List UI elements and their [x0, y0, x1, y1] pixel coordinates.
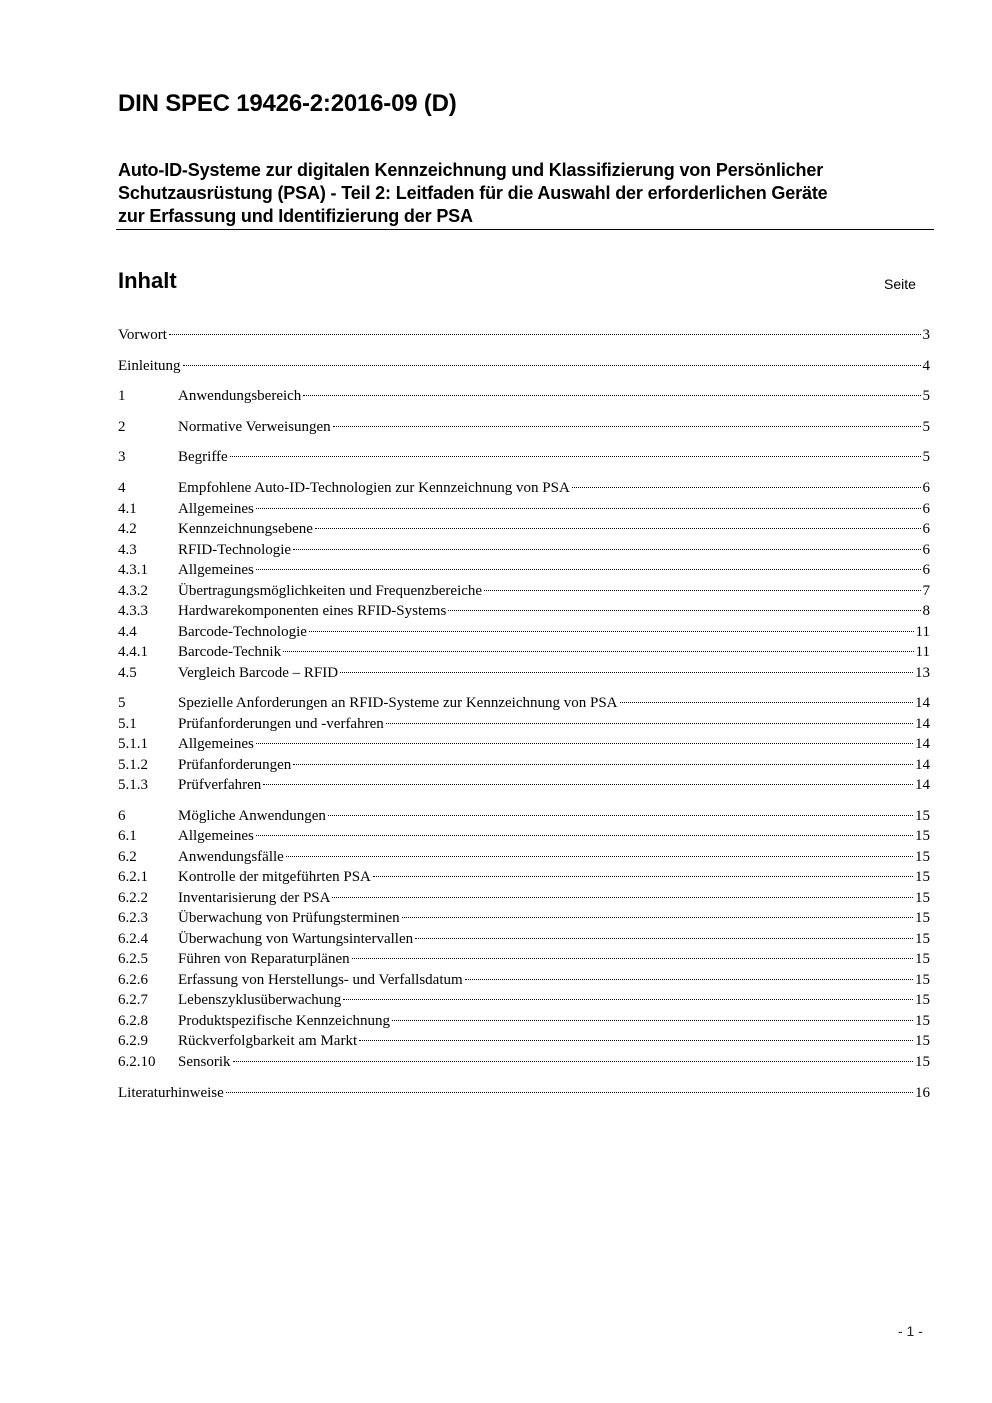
toc-entry-number: 4.3.2 — [118, 583, 148, 599]
toc-entry-page: 15 — [915, 992, 930, 1008]
toc-entry[interactable] — [118, 755, 930, 775]
toc-entry[interactable] — [118, 622, 930, 642]
toc-entry-page: 3 — [922, 327, 930, 343]
toc-entry-title: Produktspezifische Kennzeichnung — [178, 1013, 391, 1029]
page-number: - 1 - — [898, 1323, 923, 1339]
toc-entry-number: 5.1.3 — [118, 777, 148, 793]
toc-entry[interactable] — [118, 540, 930, 560]
toc-entry-number: 6.2.5 — [118, 951, 148, 967]
toc-dot-leader — [373, 876, 913, 877]
toc-entry-title: Prüfanforderungen und -verfahren — [178, 716, 384, 732]
toc-entry[interactable] — [118, 734, 930, 754]
toc-entry-title: Barcode-Technologie — [178, 624, 307, 640]
toc-entry-page: 15 — [915, 910, 930, 926]
toc-entry-title: Hardwarekomponenten eines RFID-Systems — [178, 603, 447, 619]
toc-dot-leader — [315, 528, 921, 529]
toc-entry-page: 6 — [922, 480, 930, 496]
toc-dot-leader — [620, 702, 914, 703]
toc-entry[interactable] — [118, 519, 930, 539]
toc-entry-page: 11 — [915, 624, 930, 640]
toc-entry-title: Kennzeichnungsebene — [178, 521, 313, 537]
toc-entry-page: 15 — [915, 869, 930, 885]
toc-entry-title: Rückverfolgbarkeit am Markt — [178, 1033, 358, 1049]
toc-entry-page: 14 — [915, 757, 930, 773]
toc-entry-number: 5 — [118, 695, 126, 711]
toc-entry[interactable] — [118, 949, 930, 969]
toc-entry[interactable] — [118, 447, 930, 467]
toc-dot-leader — [332, 897, 913, 898]
toc-entry-page: 5 — [922, 419, 930, 435]
toc-dot-leader — [352, 958, 913, 959]
toc-entry-number: 6.2.1 — [118, 869, 148, 885]
toc-dot-leader — [343, 999, 913, 1000]
toc-entry-title: Vergleich Barcode – RFID — [178, 665, 339, 681]
toc-entry[interactable] — [118, 663, 930, 683]
toc-entry-page: 4 — [922, 358, 930, 374]
subtitle-line: Schutzausrüstung (PSA) - Teil 2: Leitfaden für die Auswahl der erforderlichen Geräte — [118, 183, 828, 203]
toc-entry-title: Einleitung — [118, 358, 181, 374]
toc-entry[interactable] — [118, 714, 930, 734]
toc-dot-leader — [402, 917, 913, 918]
toc-entry-title: Inventarisierung der PSA — [178, 890, 331, 906]
toc-entry[interactable] — [118, 847, 930, 867]
toc-entry-title: Anwendungsbereich — [178, 388, 302, 404]
toc-dot-leader — [226, 1092, 913, 1093]
toc-entry-title: Führen von Reparaturplänen — [178, 951, 350, 967]
toc-entry-title: Anwendungsfälle — [178, 849, 284, 865]
toc-entry-page: 16 — [915, 1085, 930, 1101]
toc-dot-leader — [465, 979, 913, 980]
toc-dot-leader — [283, 651, 913, 652]
toc-entry[interactable] — [118, 929, 930, 949]
toc-entry-title: Prüfverfahren — [178, 777, 262, 793]
toc-entry[interactable] — [118, 775, 930, 795]
toc-entry-page: 14 — [915, 716, 930, 732]
toc-entry-number: 6.2.8 — [118, 1013, 148, 1029]
toc-entry[interactable] — [118, 560, 930, 580]
toc-entry-title: Spezielle Anforderungen an RFID-Systeme zur Kennzeichnung von PSA — [178, 695, 618, 711]
toc-dot-leader — [303, 395, 920, 396]
toc-entry[interactable] — [118, 581, 930, 601]
toc-heading: Inhalt — [118, 268, 177, 293]
toc-entry-page: 15 — [915, 849, 930, 865]
toc-dot-leader — [392, 1020, 913, 1021]
toc-entry-number: 6.2.10 — [118, 1054, 156, 1070]
toc-dot-leader — [359, 1040, 913, 1041]
toc-entry-number: 3 — [118, 449, 126, 465]
toc-entry-number: 6.2.3 — [118, 910, 148, 926]
toc-dot-leader — [256, 508, 921, 509]
toc-entry[interactable] — [118, 478, 930, 498]
toc-dot-leader — [256, 743, 913, 744]
toc-dot-leader — [256, 835, 913, 836]
toc-entry-page: 5 — [922, 449, 930, 465]
toc-entry-number: 5.1.2 — [118, 757, 148, 773]
document-id: DIN SPEC 19426-2:2016-09 (D) — [118, 90, 457, 117]
toc-dot-leader — [169, 334, 921, 335]
toc-entry-page: 15 — [915, 931, 930, 947]
toc-entry-number: 6.2.4 — [118, 931, 148, 947]
toc-entry-number: 4.3 — [118, 542, 137, 558]
toc-entry-number: 6 — [118, 808, 126, 824]
toc-entry-page: 15 — [915, 1054, 930, 1070]
toc-dot-leader — [293, 764, 913, 765]
toc-entry[interactable] — [118, 867, 930, 887]
toc-entry-number: 2 — [118, 419, 126, 435]
toc-entry[interactable] — [118, 417, 930, 437]
toc-entry-number: 4.1 — [118, 501, 137, 517]
toc-entry-number: 4.5 — [118, 665, 137, 681]
toc-entry-page: 6 — [922, 542, 930, 558]
subtitle-line: zur Erfassung und Identifizierung der PSA — [118, 206, 473, 226]
toc-entry[interactable] — [118, 826, 930, 846]
toc-entry[interactable] — [118, 1083, 930, 1103]
toc-entry-title: Begriffe — [178, 449, 228, 465]
toc-entry[interactable] — [118, 990, 930, 1010]
toc-entry-title: Mögliche Anwendungen — [178, 808, 326, 824]
toc-dot-leader — [328, 815, 913, 816]
toc-entry-title: Sensorik — [178, 1054, 231, 1070]
toc-entry[interactable] — [118, 1052, 930, 1072]
toc-dot-leader — [572, 487, 921, 488]
toc-entry-title: Allgemeines — [178, 501, 254, 517]
toc-entry-number: 1 — [118, 388, 126, 404]
toc-entry-title: Empfohlene Auto-ID-Technologien zur Kennzeichnung von PSA — [178, 480, 570, 496]
toc-entry-number: 5.1 — [118, 716, 137, 732]
toc-entry[interactable] — [118, 499, 930, 519]
toc-dot-leader — [415, 938, 913, 939]
toc-entry[interactable] — [118, 970, 930, 990]
toc-entry[interactable] — [118, 386, 930, 406]
toc-entry-number: 4.3.3 — [118, 603, 148, 619]
toc-dot-leader — [286, 856, 913, 857]
toc-entry[interactable] — [118, 908, 930, 928]
subtitle-line: Auto-ID-Systeme zur digitalen Kennzeichnung und Klassifizierung von Persönlicher — [118, 160, 824, 180]
toc-dot-leader — [183, 365, 921, 366]
toc-entry-page: 14 — [915, 736, 930, 752]
toc-entry[interactable] — [118, 1011, 930, 1031]
toc-entry-title: RFID-Technologie — [178, 542, 292, 558]
toc-entry[interactable] — [118, 888, 930, 908]
toc-entry-page: 15 — [915, 890, 930, 906]
toc-entry[interactable] — [118, 806, 930, 826]
toc-dot-leader — [340, 672, 913, 673]
document-subtitle — [118, 159, 934, 228]
toc-entry-number: 4.4.1 — [118, 644, 148, 660]
toc-entry[interactable] — [118, 693, 930, 713]
toc-entry-page: 6 — [922, 521, 930, 537]
toc-entry-number: 4.4 — [118, 624, 137, 640]
toc-dot-leader — [386, 723, 913, 724]
toc-dot-leader — [448, 610, 920, 611]
toc-dot-leader — [484, 590, 920, 591]
toc-entry-title: Normative Verweisungen — [178, 419, 331, 435]
toc-dot-leader — [293, 549, 920, 550]
toc-entry-number: 4 — [118, 480, 126, 496]
toc-entry-number: 6.2.2 — [118, 890, 148, 906]
toc-entry-title: Lebenszyklusüberwachung — [178, 992, 342, 1008]
toc-entry-title: Überwachung von Prüfungsterminen — [178, 910, 400, 926]
toc-entry-page: 6 — [922, 562, 930, 578]
toc-entry[interactable] — [118, 356, 930, 376]
toc-entry-title: Barcode-Technik — [178, 644, 282, 660]
toc-entry[interactable] — [118, 325, 930, 345]
toc-entry[interactable] — [118, 642, 930, 662]
toc-entry-page: 15 — [915, 1033, 930, 1049]
toc-entry-title: Allgemeines — [178, 828, 254, 844]
toc-entry-page: 15 — [915, 828, 930, 844]
toc-entry-page: 15 — [915, 951, 930, 967]
toc-entry-page: 15 — [915, 1013, 930, 1029]
toc-entry-number: 6.2.9 — [118, 1033, 148, 1049]
toc-entry-number: 4.3.1 — [118, 562, 148, 578]
toc-entry-number: 4.2 — [118, 521, 137, 537]
toc-entry-page: 7 — [922, 583, 930, 599]
toc-entry-title: Prüfanforderungen — [178, 757, 292, 773]
toc-entry-page: 11 — [915, 644, 930, 660]
toc-page-column-label: Seite — [884, 276, 916, 292]
toc-dot-leader — [263, 784, 913, 785]
toc-entry[interactable] — [118, 1031, 930, 1051]
toc-entry-number: 6.2 — [118, 849, 137, 865]
toc-entry-title: Allgemeines — [178, 736, 254, 752]
toc-dot-leader — [333, 426, 921, 427]
toc-entry-page: 14 — [915, 777, 930, 793]
toc-entry-page: 13 — [915, 665, 930, 681]
toc-entry-page: 15 — [915, 808, 930, 824]
title-divider — [116, 229, 934, 230]
toc-entry-number: 6.2.7 — [118, 992, 148, 1008]
toc-entry-title: Kontrolle der mitgeführten PSA — [178, 869, 371, 885]
toc-entry-title: Überwachung von Wartungsintervallen — [178, 931, 414, 947]
toc-entry-page: 5 — [922, 388, 930, 404]
toc-entry-page: 15 — [915, 972, 930, 988]
toc-entry-number: 5.1.1 — [118, 736, 148, 752]
toc-entry[interactable] — [118, 601, 930, 621]
toc-entry-number: 6.2.6 — [118, 972, 148, 988]
toc-entry-page: 14 — [915, 695, 930, 711]
toc-entry-title: Übertragungsmöglichkeiten und Frequenzbereiche — [178, 583, 483, 599]
toc-entry-number: 6.1 — [118, 828, 137, 844]
toc-dot-leader — [309, 631, 914, 632]
toc-entry-title: Erfassung von Herstellungs- und Verfallsdatum — [178, 972, 463, 988]
toc-dot-leader — [256, 569, 921, 570]
toc-entry-page: 8 — [922, 603, 930, 619]
toc-dot-leader — [230, 456, 921, 457]
toc-entry-page: 6 — [922, 501, 930, 517]
toc-entry-title: Vorwort — [118, 327, 167, 343]
toc-entry-title: Literaturhinweise — [118, 1085, 224, 1101]
toc-entry-title: Allgemeines — [178, 562, 254, 578]
toc-dot-leader — [233, 1061, 914, 1062]
